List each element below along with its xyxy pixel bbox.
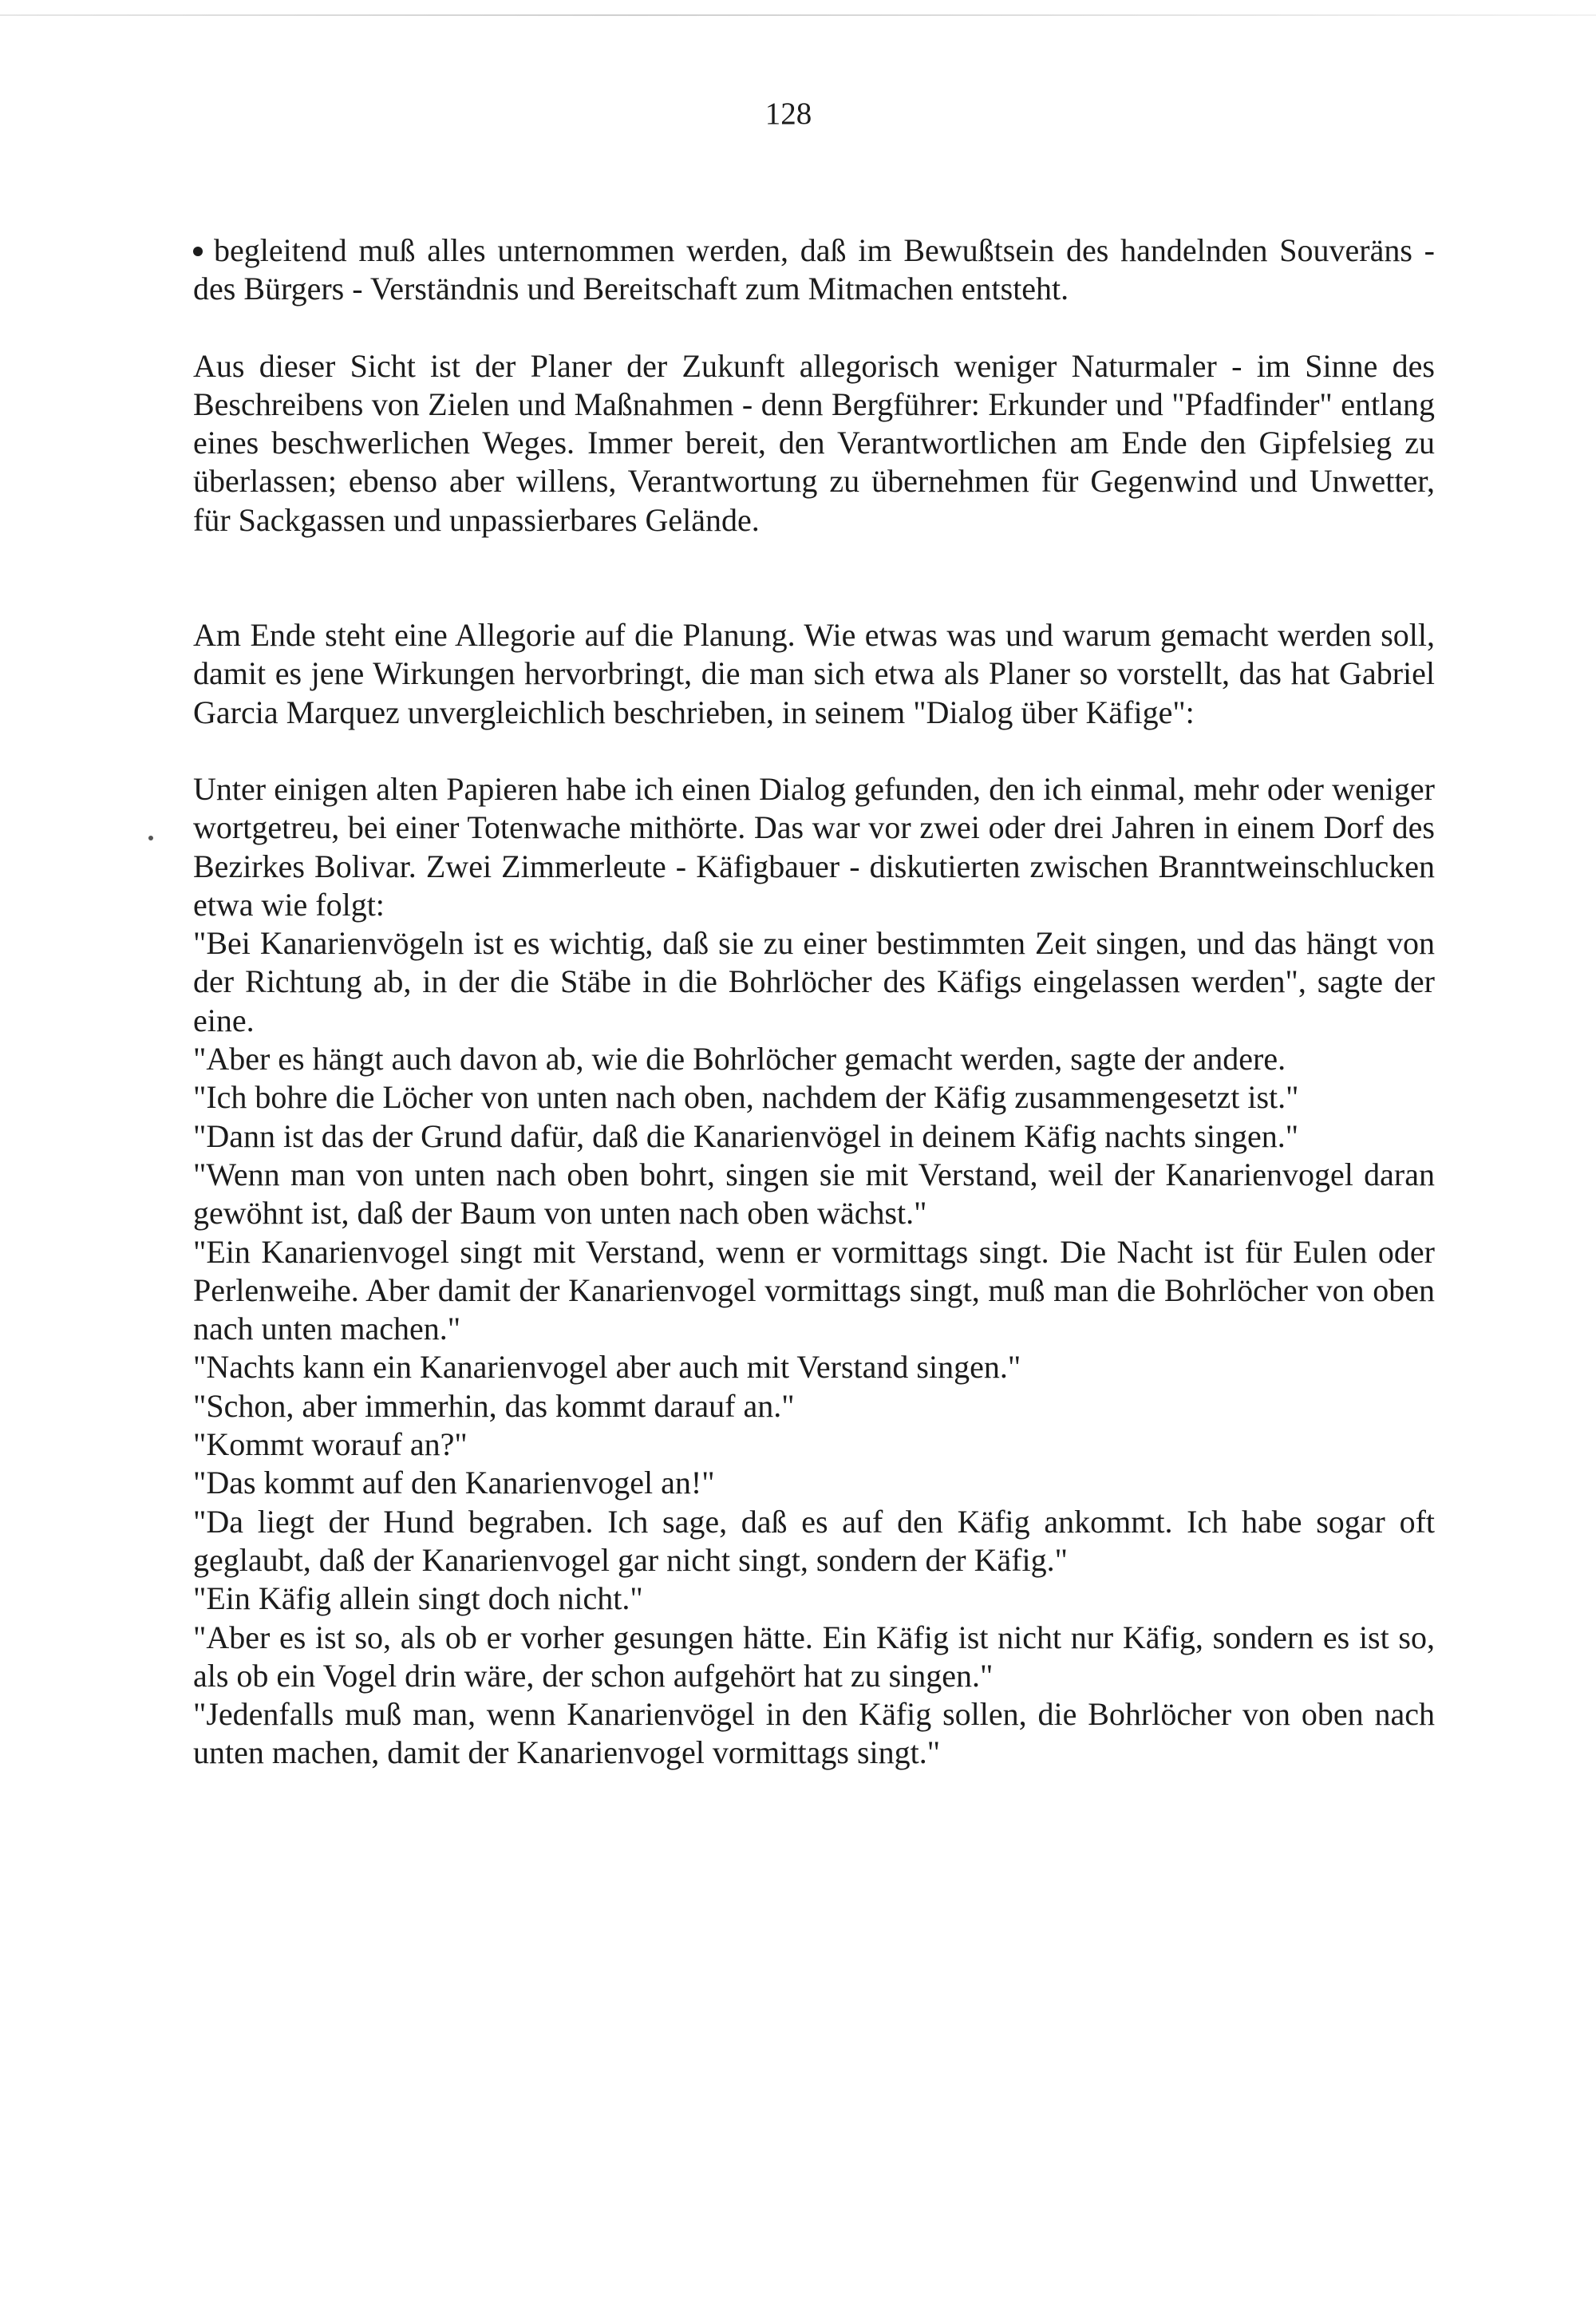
bullet-paragraph-text: begleitend muß alles unternommen werden, daß im Bewußtsein des handelnden Souveräns - des Bürgers - Verständnis und Bereitschaft zum Mitmachen entsteht.: [193, 232, 1435, 307]
dialog-line: "Ein Käfig allein singt doch nicht.": [193, 1580, 643, 1617]
bullet-paragraph: [193, 231, 1435, 309]
dialog-line: "Ich bohre die Löcher von unten nach oben, nachdem der Käfig zusammengesetzt ist.": [193, 1079, 1299, 1116]
page-body: [193, 231, 1435, 1773]
dialog-line: "Ein Kanarienvogel singt mit Verstand, wenn er vormittags singt. Die Nacht ist für Eulen oder Perlenweihe. Aber damit der Kanarienvogel vormittags singt, muß man die Bohrlöcher von oben nach unten machen.": [193, 1233, 1435, 1347]
dialog-line: "Das kommt auf den Kanarienvogel an!": [193, 1465, 715, 1501]
dialog-line: "Aber es ist so, als ob er vorher gesungen hätte. Ein Käfig ist nicht nur Käfig, sondern es ist so, als ob ein Vogel drin wäre, der schon aufgehört hat zu singen.": [193, 1619, 1435, 1694]
dialog: [193, 924, 1435, 1773]
dialog-line: "Wenn man von unten nach oben bohrt, singen sie mit Verstand, weil der Kanarienvogel daran gewöhnt ist, daß der Baum von unten nach oben wächst.": [193, 1156, 1435, 1232]
dialog-line: "Dann ist das der Grund dafür, daß die Kanarienvögel in deinem Käfig nachts singen.": [193, 1117, 1299, 1154]
scan-edge-line: [0, 14, 1596, 16]
paragraph-planer: Aus dieser Sicht ist der Planer der Zukunft allegorisch weniger Naturmaler - im Sinne des Beschreibens von Zielen und Maßnahmen - denn Bergführer: Erkunder und "Pfadfinder" entlang eines beschwerlichen Weges. Immer bereit, den Verantwortlichen am Ende den Gipfelsieg zu überlassen; ebenso aber willens, Verantwortung zu übernehmen für Gegenwind und Unwetter, für Sackgassen und unpassierbares Gelände.: [193, 347, 1435, 538]
dialog-line: "Jedenfalls muß man, wenn Kanarienvögel in den Käfig sollen, die Bohrlöcher von oben nach unten machen, damit der Kanarienvogel vormittags singt.": [193, 1696, 1435, 1771]
margin-mark: [148, 836, 153, 840]
dialog-line: "Kommt worauf an?": [193, 1426, 468, 1463]
paragraph-spacer: [193, 309, 1435, 347]
dialog-intro: Unter einigen alten Papieren habe ich einen Dialog gefunden, den ich einmal, mehr oder weniger wortgetreu, bei einer Totenwache mithörte. Das war vor zwei oder drei Jahren in einem Dorf des Bezirkes Bolivar. Zwei Zimmerleute - Käfigbauer - diskutierten zwischen Branntweinschlucken etwa wie folgt:: [193, 770, 1435, 923]
dialog-line: "Schon, aber immerhin, das kommt darauf an.": [193, 1387, 795, 1424]
paragraph-allegorie: Am Ende steht eine Allegorie auf die Planung. Wie etwas was und warum gemacht werden soll, damit es jene Wirkungen hervorbringt, die man sich etwa als Planer so vorstellt, das hat Gabriel Garcia Marquez unvergleichlich beschrieben, in seinem "Dialog über Käfige":: [193, 617, 1435, 730]
paragraph-spacer: [193, 732, 1435, 770]
dialog-line: "Nachts kann ein Kanarienvogel aber auch mit Verstand singen.": [193, 1349, 1021, 1386]
dialog-line: "Da liegt der Hund begraben. Ich sage, daß es auf den Käfig ankommt. Ich habe sogar oft geglaubt, daß der Kanarienvogel gar nicht singt, sondern der Käfig.": [193, 1503, 1435, 1578]
page-number: 128: [764, 97, 812, 131]
bullet-icon: [193, 247, 203, 256]
dialog-line: "Bei Kanarienvögeln ist es wichtig, daß sie zu einer bestimmten Zeit singen, und das hängt von der Richtung ab, in der die Stäbe in die Bohrlöcher des Käfigs eingelassen werden", sagte der eine.: [193, 925, 1435, 1038]
section-spacer: [193, 540, 1435, 616]
dialog-line: "Aber es hängt auch davon ab, wie die Bohrlöcher gemacht werden, sagte der andere.: [193, 1041, 1286, 1077]
